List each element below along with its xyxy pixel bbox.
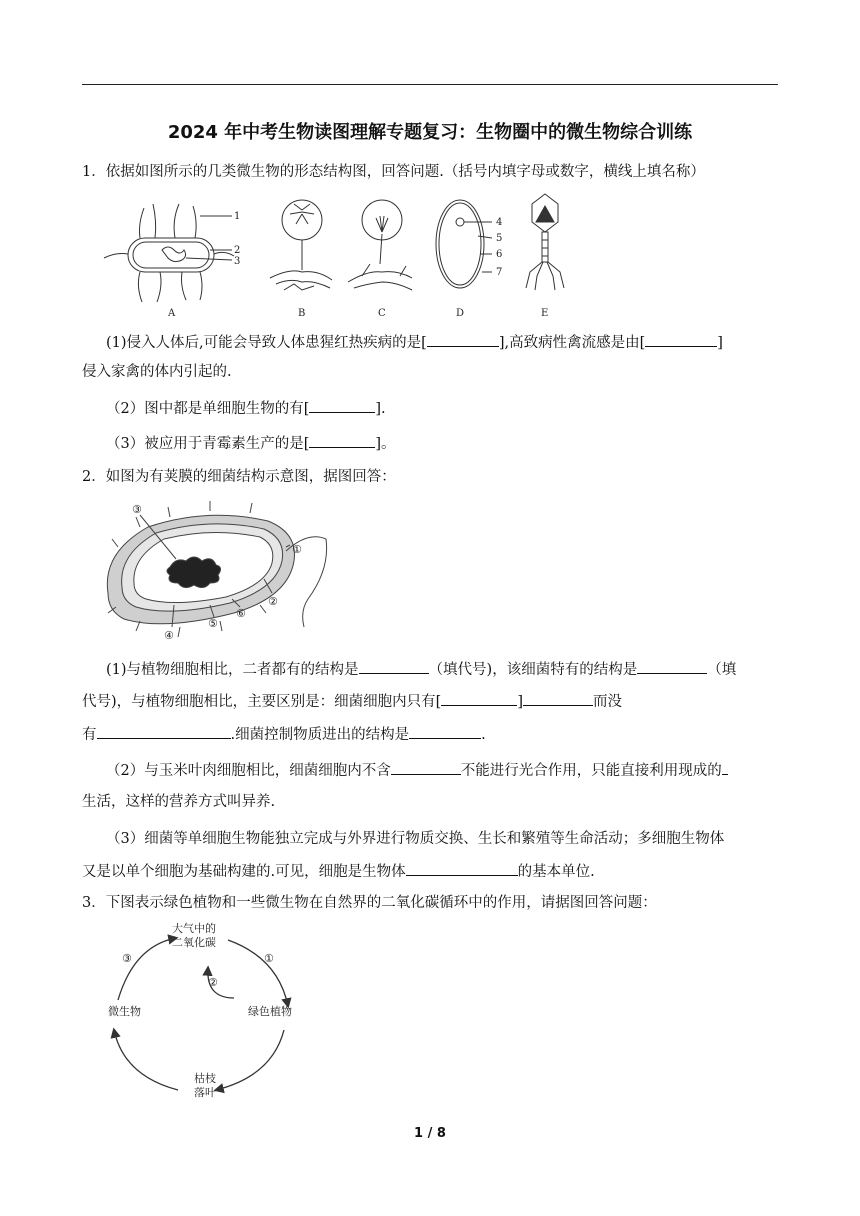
header-rule [82,84,778,85]
q2-blank-dna-name[interactable] [523,691,593,706]
node-litter-line1: 枯枝 [194,1072,216,1085]
q2-p1-text-b: （填代号)，该细菌特有的结构是 [428,662,638,678]
node-microorganisms: 微生物 [108,1005,141,1018]
q2-p2-text-b: 不能进行光合作用，只能直接利用现成的 [460,763,722,779]
q2-p1-text-g: 有 [82,727,97,743]
q1-blank-penicillin[interactable] [309,433,375,448]
q2-blank-nucleus[interactable] [97,724,231,739]
q1-p2-text-b: ]. [375,401,386,417]
document-title: 2024 年中考生物读图理解专题复习：生物圈中的微生物综合训练 [167,122,693,143]
q2-p1-text-d: 代号)，与植物细胞相比，主要区别是：细菌细胞内只有[ [82,694,442,710]
label-B: B [298,308,306,319]
mold-c-drawing [348,200,412,290]
q1-blank-unicellular[interactable] [309,398,375,413]
q2-part1-line2 [82,691,782,712]
q2-part1-line3 [82,724,782,745]
q2-label-2: ② [268,595,278,608]
q2-blank-cell-membrane[interactable] [409,724,481,739]
q1-p1-text-c: ] [717,335,723,351]
q2-part1-line1 [106,659,778,680]
label-A: A [168,308,176,319]
q2-label-6: ⑥ [236,607,246,620]
node-atmosphere-line1: 大气中的 [172,922,216,935]
q2-p1-text-c: （填 [707,662,737,678]
arrow-label-3: ③ [122,952,132,965]
q1-p3-text-b: ]。 [375,436,396,452]
label-6: 6 [496,249,503,260]
q2-stem: 2．如图为有荚膜的细菌结构示意图，据图回答： [82,469,396,485]
q2-label-3: ③ [132,503,142,516]
q2-p1-text-i: . [481,727,486,743]
q1-figure-virus [520,192,570,322]
node-atmosphere-line2: 二氧化碳 [172,936,216,949]
q2-part3-line1: （3）细菌等单细胞生物能独立完成与外界进行物质交换、生长和繁殖等生命活动；多细胞生物体 [106,831,725,847]
q2-label-1: ① [292,543,302,556]
q1-part3 [106,433,778,454]
label-4: 4 [496,217,503,228]
q1-blank-avian-flu[interactable] [645,332,717,347]
yeast-drawing [436,200,492,288]
label-E: E [541,308,549,319]
node-litter-line2: 落叶 [194,1086,216,1099]
q1-part1-line1 [106,332,778,353]
label-2: 2 [234,245,241,256]
q2-blank-structure-function[interactable] [406,861,518,876]
q2-blank-chloroplast[interactable] [391,760,461,775]
page-number: 1 / 8 [414,1126,446,1141]
q1-p3-text-a: （3）被应用于青霉素生产的是[ [106,436,310,452]
label-C: C [378,308,386,319]
q2-part3-line2 [82,861,782,882]
q2-blank-unique-structure[interactable] [637,659,707,674]
q2-figure-capsulated-bacterium [100,497,330,647]
label-5: 5 [496,233,503,244]
q3-figure-carbon-cycle [100,918,310,1104]
bacterium-drawing [104,204,234,302]
q2-p1-text-e: ] [517,694,523,710]
q2-blank-dna-code[interactable] [441,691,517,706]
q2-label-5: ⑤ [208,617,218,630]
q2-p1-text-h: .细菌控制物质进出的结构是 [230,727,410,743]
arrow-label-1: ① [264,952,274,965]
mold-b-drawing [270,200,332,290]
q1-p1-text-b: ],高致病性禽流感是由[ [498,335,646,351]
label-1: 1 [234,211,241,222]
q2-part2-line2: 生活，这样的营养方式叫异养. [82,794,276,810]
q2-p1-text-a: (1)与植物细胞相比，二者都有的结构是 [106,662,359,678]
q3-stem: 3．下图表示绿色植物和一些微生物在自然界的二氧化碳循环中的作用，请据图回答问题： [82,895,657,911]
q1-blank-scarlet-fever[interactable] [427,332,499,347]
label-7: 7 [496,267,503,278]
q2-part2-line1 [106,760,778,781]
q1-part1-line2: 侵入家禽的体内引起的. [82,364,232,380]
q1-p2-text-a: （2）图中都是单细胞生物的有[ [106,401,310,417]
q2-p2-text-a: （2）与玉米叶肉细胞相比，细菌细胞内不含 [106,763,391,779]
q1-stem: 1．依据如图所示的几类微生物的形态结构图，回答问题.（括号内填字母或数字，横线上填名称） [82,164,705,180]
q2-blank-common-structure[interactable] [359,659,429,674]
q2-blank-organic-matter[interactable] [722,760,728,775]
node-green-plants: 绿色植物 [248,1005,292,1018]
q2-p3-text-b: 又是以单个细胞为基础构建的.可见，细胞是生物体 [82,864,406,880]
q2-p3-text-c: 的基本单位. [517,864,595,880]
label-3: 3 [234,256,241,267]
q2-p1-text-f: 而没 [592,694,622,710]
q1-figure-microorganisms [100,192,520,322]
arrow-label-2: ② [208,976,218,989]
q2-label-4: ④ [164,629,174,642]
q1-p1-text-a: (1)侵入人体后,可能会导致人体患猩红热疾病的是[ [106,335,427,351]
label-D: D [456,308,465,319]
q1-part2 [106,398,778,419]
